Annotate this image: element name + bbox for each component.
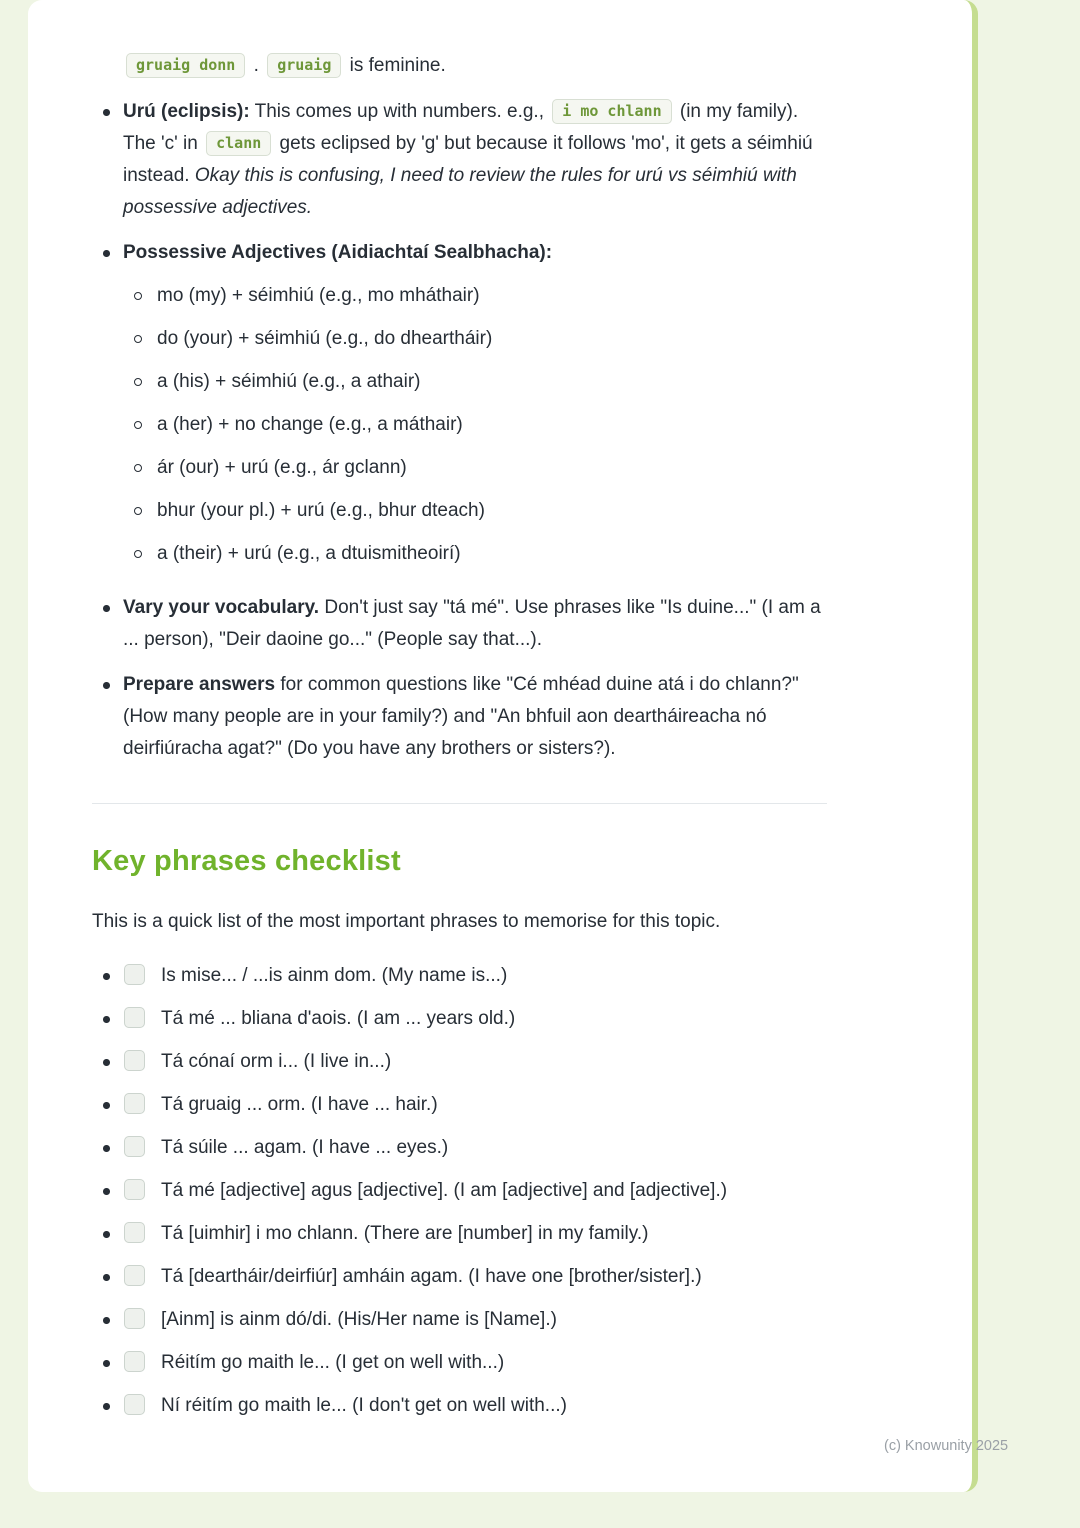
possessive-adjectives-sublist [123,280,827,570]
checklist-intro: This is a quick list of the most important phrases to memorise for this topic. [92,911,721,932]
sub-item-text: a (their) + urú (e.g., a dtuismitheoirí) [157,543,461,564]
checklist-item [92,1046,827,1078]
checklist-item [92,1132,827,1164]
note-bullet-item [92,592,827,656]
sub-bullet-item [123,538,827,570]
text-segment: This comes up with numbers. e.g., [249,101,550,122]
checklist-item [92,1347,827,1379]
sub-bullet-item [123,409,827,441]
checkbox[interactable] [124,1265,145,1286]
section-divider [92,803,827,804]
checklist-item [92,1304,827,1336]
checklist-item [92,1089,827,1121]
checkbox[interactable] [124,964,145,985]
continuation-text [92,50,827,82]
text-segment: Possessive Adjectives (Aidiachtaí Sealbhacha): [123,242,553,263]
checklist-item-label: Tá mé ... bliana d'aois. (I am ... years old.) [161,1008,516,1029]
key-phrases-checklist [92,960,827,1422]
checklist-item-label: Tá súile ... agam. (I have ... eyes.) [161,1137,449,1158]
sub-bullet-item [123,495,827,527]
checklist-item [92,1218,827,1250]
code-chip: i mo chlann [552,99,671,124]
checkbox[interactable] [124,1179,145,1200]
text-segment: Okay this is confusing, I need to review the rules for urú vs séimhiú with possessive adjectives. [123,165,797,218]
checklist-item [92,1390,827,1422]
text-segment: Don't just say "tá mé". Use phrases like "Is duine..." (I am a ... person), "Deir daoine go..." (People say that...). [123,597,821,650]
checklist-item-label: Tá gruaig ... orm. (I have ... hair.) [161,1094,438,1115]
sub-item-text: mo (my) + séimhiú (e.g., mo mháthair) [157,285,480,306]
checklist-item-label: Tá [deartháir/deirfiúr] amháin agam. (I have one [brother/sister].) [161,1266,702,1287]
checklist-item-label: Tá [uimhir] i mo chlann. (There are [number] in my family.) [161,1223,649,1244]
code-chip: gruaig donn [126,53,245,78]
checklist-item-label: Is mise... / ...is ainm dom. (My name is...) [161,965,508,986]
checklist-item-label: Tá cónaí orm i... (I live in...) [161,1051,392,1072]
grammar-notes-list [92,96,827,765]
checklist-item-label: Réitím go maith le... (I get on well with...) [161,1352,505,1373]
checkbox[interactable] [124,1308,145,1329]
section-heading: Key phrases checklist [92,845,401,877]
code-chip: clann [206,131,271,156]
note-bullet-item [92,669,827,765]
checklist-item-label: Ní réitím go maith le... (I don't get on well with...) [161,1395,567,1416]
checklist-item [92,1175,827,1207]
sub-item-text: bhur (your pl.) + urú (e.g., bhur dteach) [157,500,485,521]
copyright-note: (c) Knowunity 2025 [884,1438,1009,1454]
checkbox[interactable] [124,1050,145,1071]
checkbox[interactable] [124,1007,145,1028]
text-segment: Urú (eclipsis): [123,101,250,122]
checkbox[interactable] [124,1351,145,1372]
text-segment: (in my family). The 'c' in [123,101,799,154]
sub-item-text: do (your) + séimhiú (e.g., do dheartháir) [157,328,493,349]
sub-item-text: a (his) + séimhiú (e.g., a athair) [157,371,421,392]
checkbox[interactable] [124,1093,145,1114]
note-bullet-item [92,237,827,570]
checkbox[interactable] [124,1136,145,1157]
sub-bullet-item [123,452,827,484]
sub-bullet-item [123,280,827,312]
sub-item-text: a (her) + no change (e.g., a máthair) [157,414,463,435]
sub-item-text: ár (our) + urú (e.g., ár gclann) [157,457,407,478]
notes-content [28,0,972,1422]
text-segment: Vary your vocabulary. [123,597,320,618]
sub-bullet-item [123,323,827,355]
text-segment: . [248,55,265,76]
text-segment: Prepare answers [123,674,276,695]
text-segment: for common questions like "Cé mhéad duine atá i do chlann?" (How many people are in your family?) and "An bhfuil aon deartháireacha nó deirfiúracha agat?" (Do you have any brothers or sisters?). [123,674,799,759]
code-chip: gruaig [267,53,341,78]
sub-bullet-item [123,366,827,398]
checklist-item [92,1261,827,1293]
checklist-item-label: Tá mé [adjective] agus [adjective]. (I am [adjective] and [adjective].) [161,1180,728,1201]
checklist-item-label: [Ainm] is ainm dó/di. (His/Her name is [Name].) [161,1309,557,1330]
checkbox[interactable] [124,1394,145,1415]
checkbox[interactable] [124,1222,145,1243]
text-segment: gets eclipsed by 'g' but because it follows 'mo', it gets a séimhiú instead. [123,133,813,186]
note-bullet-item [92,96,827,224]
checklist-item [92,1003,827,1035]
text-segment: is feminine. [344,55,446,76]
checklist-item [92,960,827,992]
document-page [28,0,978,1492]
